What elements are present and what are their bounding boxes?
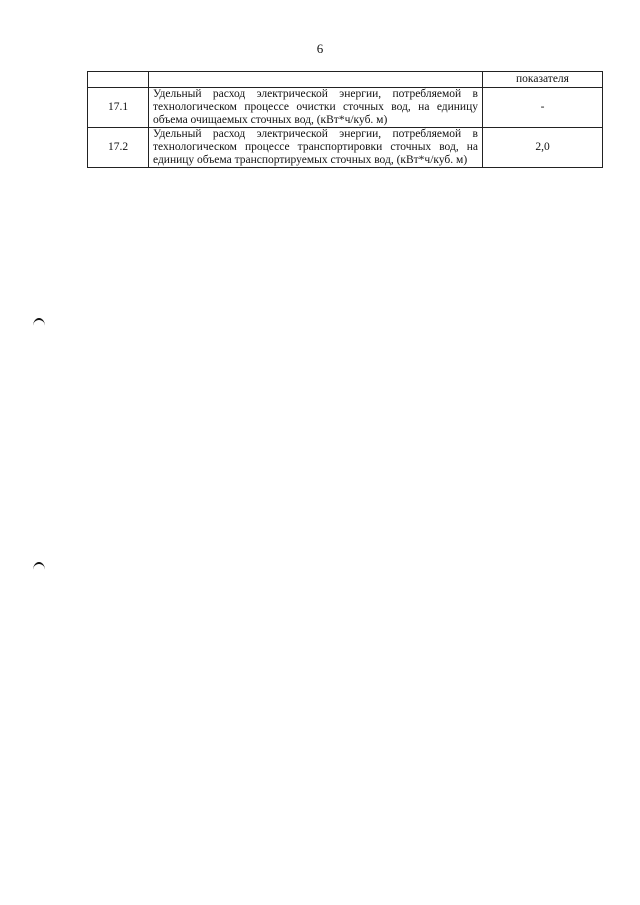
hole-punch-mark [33, 318, 45, 326]
row-value: 2,0 [483, 128, 603, 168]
table-row [88, 128, 603, 168]
hole-punch-mark [33, 562, 45, 570]
row-number: 17.2 [88, 128, 149, 168]
row-description: Удельный расход электрической энергии, потребляемой в технологическом процессе очистки сточных вод, на единицу объема очищаемых сточных вод, (кВт*ч/куб. м) [149, 88, 483, 128]
row-value: - [483, 88, 603, 128]
page-number: 6 [316, 41, 324, 56]
row-description: Удельный расход электрической энергии, потребляемой в технологическом процессе транспортировки сточных вод, на единицу объема транспортируемых сточных вод, (кВт*ч/куб. м) [149, 128, 483, 168]
table-header-row [88, 72, 603, 88]
header-cell-value: показателя [483, 72, 603, 88]
header-cell-num [88, 72, 149, 88]
row-number: 17.1 [88, 88, 149, 128]
table-row [88, 88, 603, 128]
header-cell-desc [149, 72, 483, 88]
indicator-table [87, 71, 603, 168]
